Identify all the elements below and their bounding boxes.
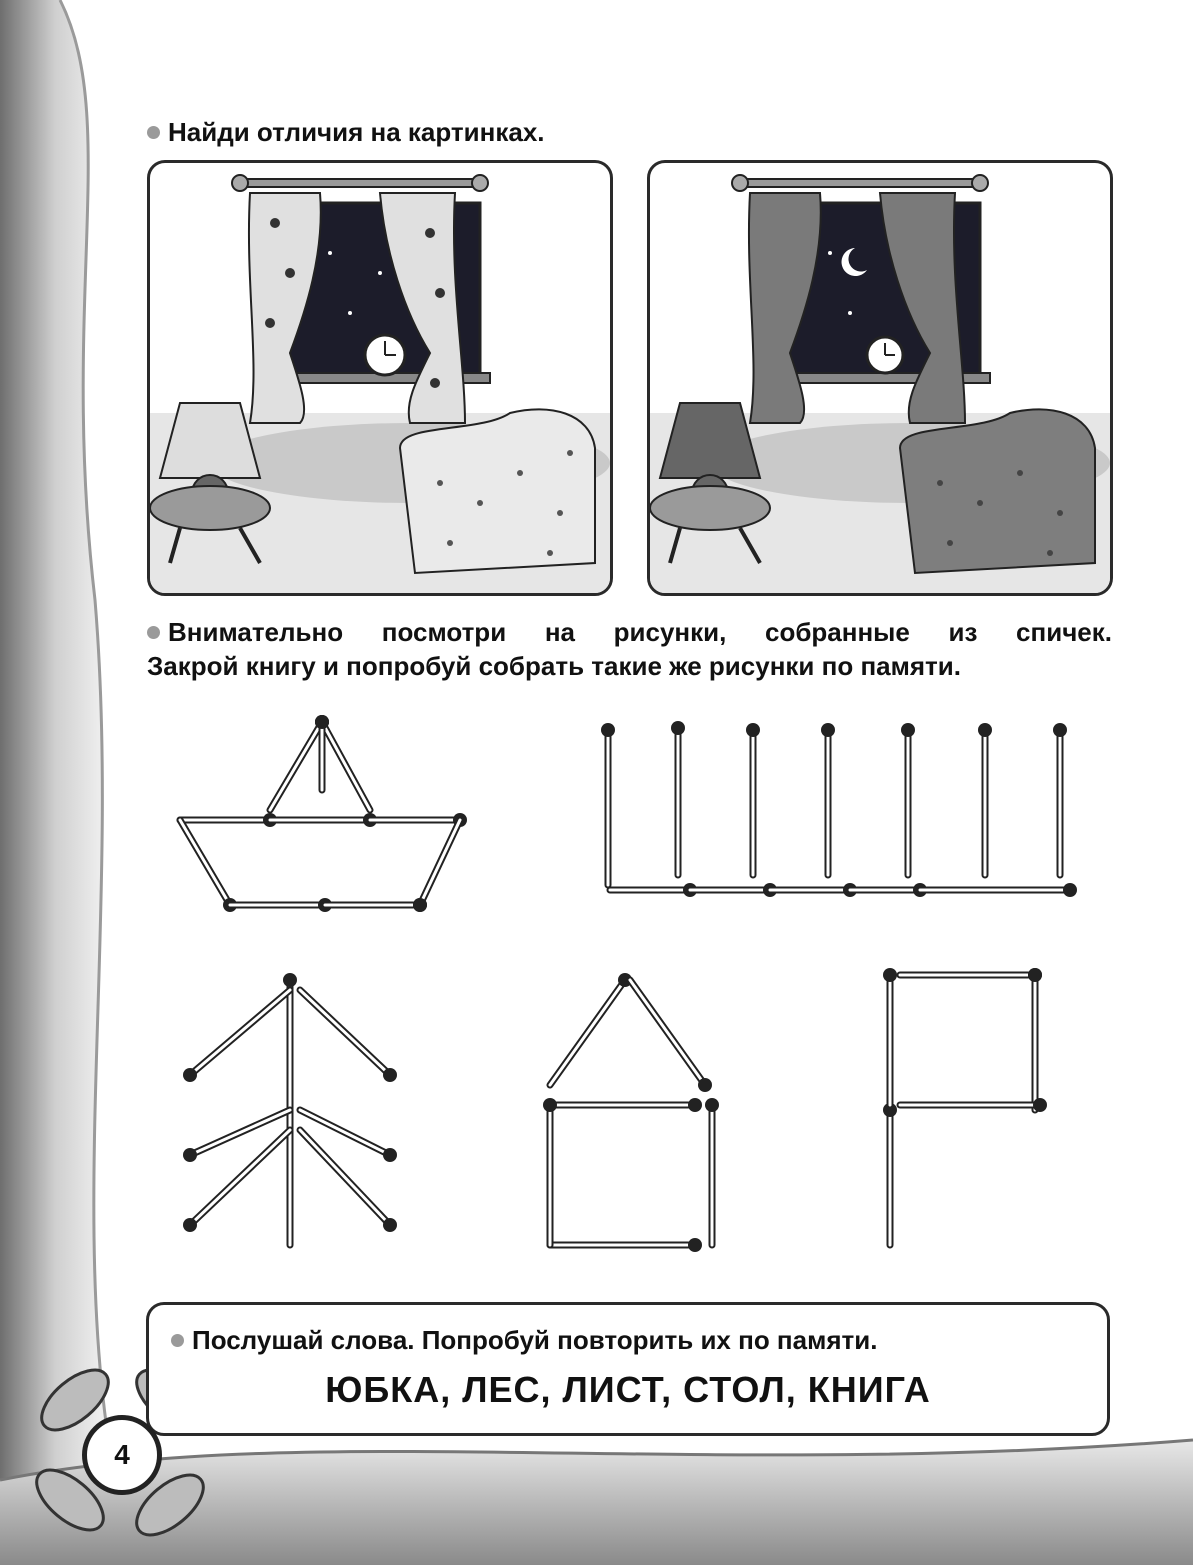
task-matches bbox=[147, 615, 1112, 683]
task-differences-text: Найди отличия на картинках. bbox=[168, 117, 545, 147]
house-match bbox=[550, 1238, 702, 1252]
house-match bbox=[550, 1098, 702, 1112]
comb-match bbox=[821, 723, 835, 875]
room-illustration-right bbox=[650, 163, 1110, 593]
bullet-icon bbox=[147, 626, 160, 639]
picture-right bbox=[647, 160, 1113, 596]
side-table bbox=[150, 486, 270, 530]
curtain-rod bbox=[735, 179, 985, 187]
house-match bbox=[550, 973, 632, 1085]
house-match bbox=[705, 1098, 719, 1245]
flag-match bbox=[900, 968, 1042, 982]
words-instruction bbox=[171, 1325, 877, 1356]
comb-match bbox=[601, 723, 615, 885]
comb-match bbox=[671, 721, 685, 875]
task-matches-line2: Закрой книгу и попробуй собрать такие же рисунки по памяти. bbox=[147, 651, 961, 681]
flag-match bbox=[883, 1103, 897, 1245]
fir-tree-match bbox=[300, 1110, 397, 1162]
comb-match bbox=[1053, 723, 1067, 875]
task-matches-line1: Внимательно посмотри на рисунки, собранные из спичек. bbox=[168, 617, 1112, 647]
boat-match bbox=[270, 813, 377, 827]
fir-tree-match bbox=[183, 990, 290, 1082]
boat-match bbox=[413, 820, 460, 912]
comb-match bbox=[901, 723, 915, 875]
fir-tree-match bbox=[300, 990, 397, 1082]
page-number: 4 bbox=[82, 1415, 162, 1495]
comb-match bbox=[920, 883, 1077, 897]
side-table bbox=[650, 486, 770, 530]
house-match bbox=[543, 1098, 557, 1245]
bullet-icon bbox=[147, 126, 160, 139]
boat-match bbox=[180, 813, 277, 827]
room-illustration-left bbox=[150, 163, 610, 593]
comb-match bbox=[746, 723, 760, 875]
picture-left bbox=[147, 160, 613, 596]
house-match bbox=[630, 980, 712, 1092]
flag-match bbox=[1028, 968, 1042, 1110]
boat-match bbox=[315, 715, 329, 790]
comb-match bbox=[850, 883, 927, 897]
comb-match bbox=[770, 883, 857, 897]
armchair bbox=[900, 409, 1095, 573]
flag-match bbox=[883, 968, 897, 1105]
fir-tree-match bbox=[183, 1110, 290, 1162]
boat-match bbox=[370, 813, 467, 827]
words-box bbox=[146, 1302, 1110, 1436]
bullet-icon bbox=[171, 1334, 184, 1347]
fir-tree-match bbox=[300, 1130, 397, 1232]
flag-match bbox=[900, 1098, 1047, 1112]
boat-match bbox=[180, 820, 237, 912]
fir-tree-match bbox=[183, 1130, 290, 1232]
match-figures bbox=[150, 700, 1110, 1270]
comb-match bbox=[978, 723, 992, 875]
curtain-rod bbox=[235, 179, 485, 187]
task-differences bbox=[147, 115, 545, 149]
words-list: ЮБКА, ЛЕС, ЛИСТ, СТОЛ, КНИГА bbox=[325, 1369, 931, 1410]
comb-match bbox=[610, 883, 697, 897]
boat-match bbox=[325, 898, 427, 912]
comb-match bbox=[690, 883, 777, 897]
armchair bbox=[400, 409, 595, 573]
boat-match bbox=[230, 898, 332, 912]
words-instruction-text: Послушай слова. Попробуй повторить их по памяти. bbox=[192, 1325, 878, 1355]
